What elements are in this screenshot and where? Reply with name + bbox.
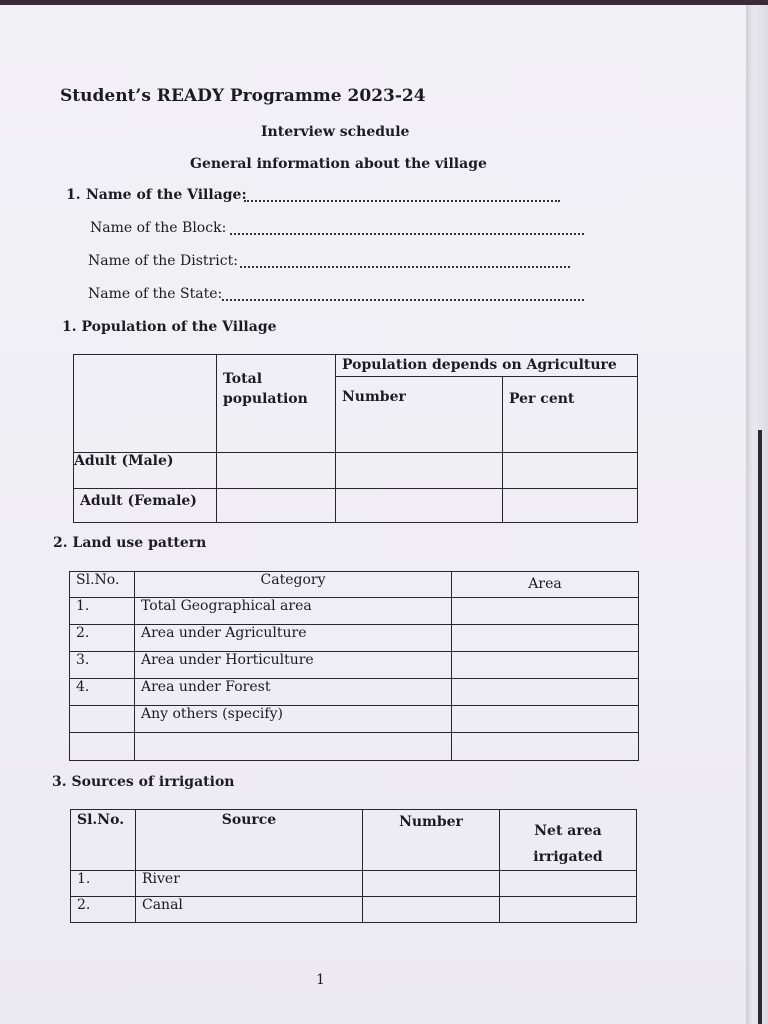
table-cell-source: River [136,871,363,897]
row-label-adult-male: Adult (Male) [74,453,217,489]
table-cell-category: Area under Agriculture [135,625,452,652]
table-cell-slno [70,733,135,761]
page-number: 1 [316,972,325,988]
village-name-label: Name of the Village: [86,187,247,203]
land-use-table [69,571,639,761]
state-name-label: Name of the State: [88,286,223,302]
col-header-per-cent: Per cent [503,377,638,453]
table-cell-category[interactable] [135,733,452,761]
table-cell-slno: 2. [71,897,136,923]
table-cell-area[interactable] [452,652,639,679]
table-cell-net-area[interactable] [500,871,637,897]
col-header-number: Number [336,377,503,453]
table-cell-category: Total Geographical area [135,598,452,625]
table-cell[interactable] [217,489,336,523]
table-cell-net-area[interactable] [500,897,637,923]
village-number: 1. [66,187,81,203]
table-cell-slno: 3. [70,652,135,679]
top-border [0,0,768,5]
col-header-number: Number [363,810,500,871]
table-cell-slno: 1. [70,598,135,625]
table-cell-category: Area under Horticulture [135,652,452,679]
district-name-label: Name of the District: [88,253,238,269]
table-cell-area[interactable] [452,625,639,652]
population-table [73,354,638,523]
state-name-blank[interactable] [222,299,584,301]
table-cell-category: Any others (specify) [135,706,452,733]
block-name-blank[interactable] [230,233,584,235]
col-header-agri-population: Population depends on Agriculture [336,355,638,377]
district-name-blank[interactable] [240,266,570,268]
col-header-slno: Sl.No. [70,572,135,598]
block-name-label: Name of the Block: [90,220,227,236]
section-heading-population: 1. Population of the Village [62,319,277,335]
table-cell-area[interactable] [452,733,639,761]
table-cell[interactable] [336,453,503,489]
table-cell-slno: 1. [71,871,136,897]
col-header-net-area-irrigated: Net area irrigated [500,810,637,871]
table-cell-area[interactable] [452,679,639,706]
section-heading-land-use: 2. Land use pattern [53,535,207,551]
irrigation-table [70,809,637,923]
table-cell[interactable] [503,453,638,489]
col-header-slno: Sl.No. [71,810,136,871]
table-cell-slno: 4. [70,679,135,706]
col-header-area: Area [452,572,639,598]
page-edge-shadow [758,430,762,1024]
table-cell-number[interactable] [363,897,500,923]
document-title: Student’s READY Programme 2023-24 [60,86,426,106]
col-header-total-population: Total population [217,355,336,453]
section-heading-irrigation: 3. Sources of irrigation [52,774,235,790]
table-cell-number[interactable] [363,871,500,897]
table-cell[interactable] [217,453,336,489]
document-subtitle: Interview schedule [261,124,410,140]
table-cell-blank [74,355,217,453]
page-edge [746,0,768,1024]
row-label-adult-female: Adult (Female) [74,489,217,523]
village-name-blank[interactable] [244,200,560,202]
col-header-category: Category [135,572,452,598]
table-cell-source: Canal [136,897,363,923]
col-header-source: Source [136,810,363,871]
table-cell-slno [70,706,135,733]
table-cell-category: Area under Forest [135,679,452,706]
table-cell-area[interactable] [452,598,639,625]
table-cell-slno: 2. [70,625,135,652]
table-cell-area[interactable] [452,706,639,733]
section-heading-general: General information about the village [190,156,487,172]
table-cell[interactable] [503,489,638,523]
table-cell[interactable] [336,489,503,523]
